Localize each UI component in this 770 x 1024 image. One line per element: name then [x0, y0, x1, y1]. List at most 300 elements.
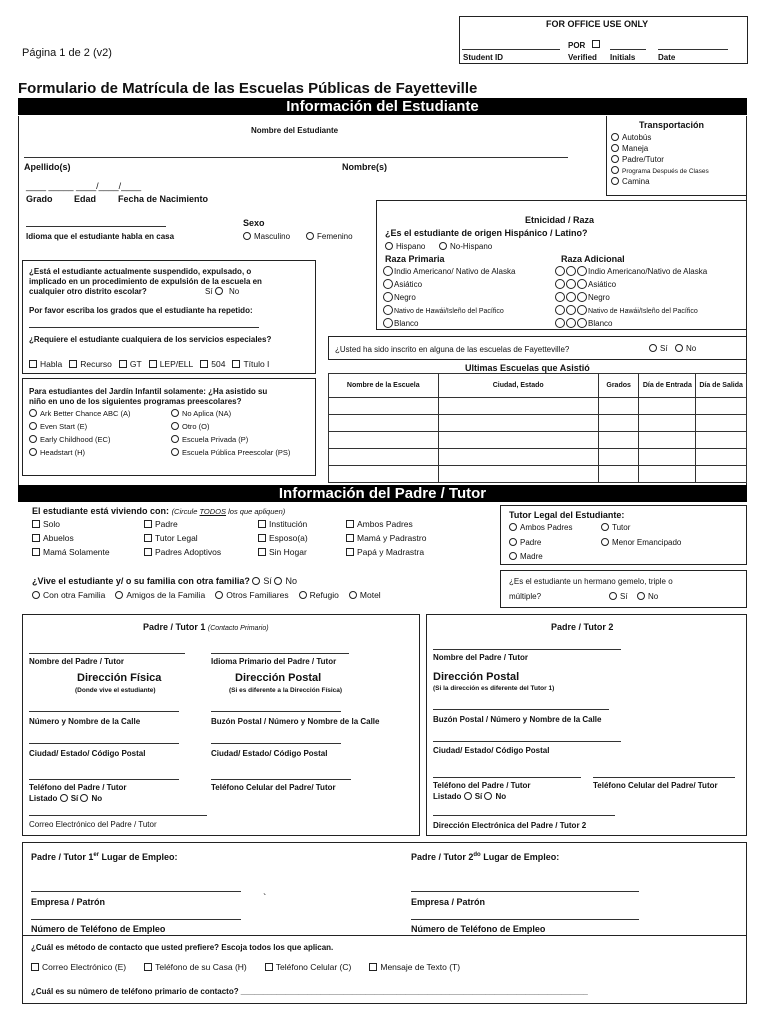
prek-escuela-privada-p[interactable]: [171, 435, 290, 448]
schools-cell[interactable]: [598, 466, 639, 483]
legal-emancipated-label: Menor Emancipado: [612, 538, 682, 547]
other-family-question: [32, 576, 297, 586]
schools-cell[interactable]: [639, 449, 696, 466]
prek-early-childhood-ec-radio[interactable]: [29, 435, 37, 443]
race-primary-asiatico-radio[interactable]: [383, 279, 393, 289]
employer1-label-sup: er: [93, 852, 100, 858]
schools-cell[interactable]: [639, 398, 696, 415]
prek-early-childhood-ec[interactable]: [29, 435, 130, 448]
office-use-box: [459, 16, 748, 64]
living-padre[interactable]: [144, 519, 178, 529]
parent1-street-field[interactable]: [29, 711, 179, 712]
transport-autobus-radio[interactable]: [611, 133, 619, 141]
prek-even-start-e-label: Even Start (E): [40, 422, 88, 431]
service-recurso[interactable]: [69, 359, 112, 369]
female-label: Femenino: [317, 232, 353, 241]
race-additional-blanco-radio-1[interactable]: [555, 318, 565, 328]
transport-programa-despues-de-clases-radio[interactable]: [611, 166, 619, 174]
living-solo[interactable]: [32, 519, 60, 529]
race-additional-asiatico-radio-1[interactable]: [555, 279, 565, 289]
race-additional-blanco-radio-2[interactable]: [566, 318, 576, 328]
enrolled-no-label: No: [686, 344, 697, 353]
service-titulo-i-label: Título I: [243, 359, 270, 369]
twin-yes-radio[interactable]: [609, 592, 617, 600]
race-additional-indio-americano-nativo-de-alaska-radio-3[interactable]: [577, 266, 587, 276]
enrolled-yes[interactable]: [649, 344, 668, 353]
race-additional-nativo-de-hawai-isleno-del-pacifico-radio-3[interactable]: [577, 305, 587, 315]
legal-guardian-title: Tutor Legal del Estudiante:: [509, 510, 625, 520]
employer2-label-pre: Padre / Tutor 2: [411, 852, 474, 862]
service-titulo-i-checkbox[interactable]: [232, 360, 240, 368]
suspension-q2: implicado en un procedimiento de expulsión de la escuela en: [29, 277, 262, 286]
transport-autobus-label: Autobús: [622, 133, 652, 142]
parent1-listed-label: Listado: [29, 794, 58, 803]
enrolled-no[interactable]: [675, 344, 696, 353]
prek-otro-o-label: Otro (O): [182, 422, 210, 431]
employer2-phone-label: Número de Teléfono de Empleo: [411, 924, 546, 934]
schools-cell[interactable]: [438, 398, 598, 415]
twin-yes[interactable]: [609, 592, 628, 601]
service-titulo-i[interactable]: [232, 359, 269, 369]
contact-telefono-celular-c-label: Teléfono Celular (C): [275, 962, 352, 972]
other-family-no-label: No: [285, 576, 297, 586]
living-papa-y-madrastra[interactable]: [346, 547, 424, 557]
twin-no-radio[interactable]: [637, 592, 645, 600]
race-primary-negro-radio[interactable]: [383, 292, 393, 302]
parent1-email-label: Correo Electrónico del Padre / Tutor: [29, 820, 157, 829]
transport-programa-despues-de-clases[interactable]: [611, 166, 709, 177]
service-habla-label: Habla: [40, 359, 63, 369]
employer2-label: [411, 852, 559, 862]
other-family-motel-radio[interactable]: [349, 591, 357, 599]
parent1-listed: [29, 794, 102, 803]
contact-correo-electronico-e-label: Correo Electrónico (E): [42, 962, 127, 972]
race-additional-negro-label: Negro: [588, 293, 610, 302]
parent1-city2-label: Ciudad/ Estado/ Código Postal: [211, 749, 328, 758]
prek-otro-o-radio[interactable]: [171, 422, 179, 430]
race-primary-blanco-radio[interactable]: [383, 318, 393, 328]
hispanic-radio[interactable]: [385, 242, 393, 250]
postal-address-title: Dirección Postal: [235, 672, 322, 684]
other-family-motel[interactable]: [349, 591, 381, 601]
other-family-otros-familiares-radio[interactable]: [215, 591, 223, 599]
transport-maneja-label: Maneja: [622, 144, 649, 153]
other-family-con-otra-familia-radio[interactable]: [32, 591, 40, 599]
contact-telefono-celular-c-checkbox[interactable]: [265, 963, 273, 971]
schools-cell[interactable]: [329, 398, 439, 415]
living-papa-y-madrastra-checkbox[interactable]: [346, 548, 354, 556]
other-family-con-otra-familia-label: Con otra Familia: [43, 590, 106, 600]
parent2-box: [426, 614, 747, 836]
parent1-name-field[interactable]: [29, 653, 185, 654]
employer1-company-field[interactable]: [31, 891, 241, 892]
race-primary-indio-americano-nativo-de-alaska-label: Indio Americano/ Nativo de Alaska: [394, 267, 516, 276]
enrolled-yes-radio[interactable]: [649, 344, 657, 352]
repeated-grades-label: Por favor escriba los grados que el estudiante ha repetido:: [29, 306, 253, 315]
legal-tutor[interactable]: [601, 523, 630, 532]
twin-q2: [509, 592, 541, 601]
entry-date-header: Día de Entrada: [639, 374, 696, 398]
race-additional-negro[interactable]: [555, 292, 747, 305]
grade-label: Grado: [26, 194, 53, 204]
living-mama-solamente[interactable]: [32, 547, 110, 557]
non-hispanic-option[interactable]: [439, 242, 492, 251]
living-sin-hogar-label: Sin Hogar: [269, 547, 307, 557]
parent1-email-field[interactable]: [29, 815, 207, 816]
living-mama-y-padrastro-checkbox[interactable]: [346, 534, 354, 542]
other-family-no-radio[interactable]: [274, 577, 282, 585]
language-field[interactable]: [26, 226, 166, 227]
parent2-listed: [433, 792, 506, 801]
parent2-title: Padre / Tutor 2: [551, 622, 614, 632]
race-primary-indio-americano-nativo-de-alaska-radio[interactable]: [383, 266, 393, 276]
hispanic-question: ¿Es el estudiante de origen Hispánico / Latino?: [385, 228, 588, 238]
male-radio[interactable]: [243, 232, 251, 240]
prek-left-options: [29, 409, 130, 461]
parent2-city-label: Ciudad/ Estado/ Código Postal: [433, 746, 550, 755]
contact-mensaje-de-texto-t-checkbox[interactable]: [369, 963, 377, 971]
other-family-refugio[interactable]: [299, 591, 339, 601]
living-institucion-label: Institución: [269, 519, 308, 529]
parent1-phone-field[interactable]: [29, 779, 179, 780]
transport-options: [611, 133, 709, 188]
repeated-grades-field[interactable]: [29, 327, 259, 328]
parent2-postal-note: (Si la dirección es diferente del Tutor 1): [433, 685, 555, 692]
parent2-phone-field[interactable]: [433, 777, 581, 778]
living-mama-y-padrastro[interactable]: [346, 533, 426, 543]
parent2-pobox-field[interactable]: [433, 709, 609, 710]
schools-cell[interactable]: [329, 466, 439, 483]
legal-tutor-radio[interactable]: [601, 523, 609, 531]
parent2-cell-field[interactable]: [593, 777, 735, 778]
transport-camina-radio[interactable]: [611, 177, 619, 185]
service-lep-ell-checkbox[interactable]: [149, 360, 157, 368]
other-family-motel-label: Motel: [359, 590, 381, 600]
prek-q2: niño en uno de los siguientes programas preescolares?: [29, 397, 242, 406]
living-sin-hogar[interactable]: [258, 547, 307, 557]
por-checkbox[interactable]: [592, 40, 600, 48]
parent2-listed-no-radio[interactable]: [484, 792, 492, 800]
other-family-refugio-radio[interactable]: [299, 591, 307, 599]
living-sin-hogar-checkbox[interactable]: [258, 548, 266, 556]
contact-telefono-de-su-casa-h-label: Teléfono de su Casa (H): [155, 962, 247, 972]
services-question: ¿Requiere el estudiante cualquiera de los servicios especiales?: [29, 335, 272, 344]
legal-emancipated-radio[interactable]: [601, 538, 609, 546]
transport-maneja[interactable]: [611, 144, 709, 155]
living-solo-label: Solo: [43, 519, 61, 529]
other-family-options: [32, 591, 391, 601]
living-esposo-a-checkbox[interactable]: [258, 534, 266, 542]
living-mama-solamente-checkbox[interactable]: [32, 548, 40, 556]
prek-escuela-publica-preescolar-ps-radio[interactable]: [171, 448, 179, 456]
transport-camina-label: Camina: [622, 177, 650, 186]
female-radio[interactable]: [306, 232, 314, 240]
suspension-yes[interactable]: [205, 287, 226, 296]
service-504[interactable]: [200, 359, 225, 369]
living-abuelos[interactable]: [32, 533, 74, 543]
initials-field[interactable]: [610, 49, 646, 50]
race-additional-blanco-radio-3[interactable]: [577, 318, 587, 328]
schools-cell[interactable]: [639, 432, 696, 449]
schools-cell[interactable]: [696, 449, 747, 466]
schools-cell[interactable]: [438, 432, 598, 449]
legal-mother-label: Madre: [520, 552, 543, 561]
contact-telefono-de-su-casa-h-checkbox[interactable]: [144, 963, 152, 971]
schools-cell[interactable]: [438, 449, 598, 466]
race-additional-nativo-de-hawai-isleno-del-pacifico-radio-1[interactable]: [555, 305, 565, 315]
race-primary-indio-americano-nativo-de-alaska[interactable]: [383, 266, 553, 279]
contact-box: [22, 936, 747, 1004]
other-family-con-otra-familia[interactable]: [32, 591, 105, 601]
enrolled-no-radio[interactable]: [675, 344, 683, 352]
parent1-cell-field[interactable]: [211, 779, 351, 780]
schools-cell[interactable]: [329, 415, 439, 432]
parent1-listed-yes-radio[interactable]: [60, 794, 68, 802]
ethnicity-title: Etnicidad / Raza: [525, 215, 595, 225]
service-504-checkbox[interactable]: [200, 360, 208, 368]
prek-headstart-h-label: Headstart (H): [40, 448, 86, 457]
living-institucion[interactable]: [258, 519, 307, 529]
suspension-yes-radio[interactable]: [215, 287, 223, 295]
service-recurso-checkbox[interactable]: [69, 360, 77, 368]
service-gt[interactable]: [119, 359, 142, 369]
prek-otro-o[interactable]: [171, 422, 290, 435]
schools-cell[interactable]: [696, 466, 747, 483]
legal-father-radio[interactable]: [509, 538, 517, 546]
contact-options: [31, 963, 478, 973]
parent2-email-field[interactable]: [433, 815, 615, 816]
parent1-language-label: Idioma Primario del Padre / Tutor: [211, 657, 337, 666]
other-family-amigos-de-la-familia[interactable]: [115, 591, 205, 601]
legal-father[interactable]: [509, 538, 541, 547]
enrolled-yes-label: Sí: [660, 344, 668, 353]
living-esposo-a[interactable]: [258, 533, 308, 543]
contact-correo-electronico-e-checkbox[interactable]: [31, 963, 39, 971]
non-hispanic-radio[interactable]: [439, 242, 447, 250]
employer1-company-label: Empresa / Patrón: [31, 897, 106, 907]
living-ambos-padres-checkbox[interactable]: [346, 520, 354, 528]
transport-padre-tutor-radio[interactable]: [611, 155, 619, 163]
living-padre-checkbox[interactable]: [144, 520, 152, 528]
schools-cell[interactable]: [598, 398, 639, 415]
other-family-otros-familiares[interactable]: [215, 591, 288, 601]
parent1-street-label: Número y Nombre de la Calle: [29, 717, 141, 726]
race-additional-asiatico-radio-2[interactable]: [566, 279, 576, 289]
race-primary-negro[interactable]: [383, 292, 553, 305]
transport-camina[interactable]: [611, 177, 709, 188]
parent2-listed-label: Listado: [433, 792, 462, 801]
legal-mother-radio[interactable]: [509, 552, 517, 560]
hispanic-option[interactable]: [385, 242, 425, 251]
office-use-title: FOR OFFICE USE ONLY: [546, 19, 649, 29]
transport-padre-tutor[interactable]: [611, 155, 709, 166]
prek-no-aplica-na-radio[interactable]: [171, 409, 179, 417]
race-primary-asiatico-label: Asiático: [394, 280, 423, 289]
parent1-city2-field[interactable]: [211, 743, 341, 744]
parent1-listed-yes-label: Sí: [70, 794, 79, 803]
prek-headstart-h-radio[interactable]: [29, 448, 37, 456]
schools-cell[interactable]: [696, 415, 747, 432]
living-tutor-legal[interactable]: [144, 533, 198, 543]
living-ambos-padres[interactable]: [346, 519, 413, 529]
other-family-yes-label: Sí: [263, 576, 272, 586]
service-habla[interactable]: [29, 359, 62, 369]
employer1-phone-field[interactable]: [31, 919, 241, 920]
sex-label: Sexo: [243, 218, 265, 228]
living-mama-y-padrastro-label: Mamá y Padrastro: [357, 533, 427, 543]
prek-escuela-privada-p-label: Escuela Privada (P): [182, 435, 249, 444]
prek-even-start-e-radio[interactable]: [29, 422, 37, 430]
prek-headstart-h[interactable]: [29, 448, 130, 461]
living-institucion-checkbox[interactable]: [258, 520, 266, 528]
legal-mother[interactable]: [509, 552, 543, 561]
suspension-q1: ¿Está el estudiante actualmente suspendido, expulsado, o: [29, 267, 252, 276]
transport-autobus[interactable]: [611, 133, 709, 144]
prek-ark-better-chance-abc-a-label: Ark Better Chance ABC (A): [40, 409, 131, 418]
other-family-amigos-de-la-familia-label: Amigos de la Familia: [126, 590, 206, 600]
contact-telefono-celular-c[interactable]: [265, 963, 352, 973]
parent2-listed-yes-radio[interactable]: [464, 792, 472, 800]
schools-row: [329, 466, 747, 483]
prek-ark-better-chance-abc-a-radio[interactable]: [29, 409, 37, 417]
race-additional-asiatico-radio-3[interactable]: [577, 279, 587, 289]
twin-no[interactable]: [637, 592, 658, 601]
prek-escuela-publica-preescolar-ps[interactable]: [171, 448, 290, 461]
prek-box: [22, 378, 316, 476]
race-primary-nativo-de-hawai-isleno-del-pacifico-radio[interactable]: [383, 305, 393, 315]
parent-info-banner: Información del Padre / Tutor: [18, 485, 747, 502]
living-abuelos-checkbox[interactable]: [32, 534, 40, 542]
schools-cell[interactable]: [598, 449, 639, 466]
race-additional-blanco-label: Blanco: [588, 319, 613, 328]
race-primary-nativo-de-hawai-isleno-del-pacifico[interactable]: [383, 305, 553, 318]
prek-no-aplica-na[interactable]: [171, 409, 290, 422]
service-gt-label: GT: [129, 359, 142, 369]
parent2-postal-title: Dirección Postal: [433, 671, 520, 683]
race-additional-nativo-de-hawai-isleno-del-pacifico[interactable]: [555, 305, 747, 318]
employer2-company-field[interactable]: [411, 891, 639, 892]
student-id-field[interactable]: [462, 49, 560, 50]
schools-cell[interactable]: [438, 415, 598, 432]
schools-row: [329, 415, 747, 432]
schools-cell[interactable]: [598, 432, 639, 449]
student-name-field[interactable]: [24, 157, 568, 158]
grade-age-dob-field[interactable]: ____ _____ ____/____/____: [26, 181, 142, 191]
transport-programa-despues-de-clases-label: Programa Después de Clases: [622, 168, 709, 175]
parent2-email-label: Dirección Electrónica del Padre / Tutor 2: [433, 821, 587, 830]
enrolled-box: [328, 336, 747, 360]
race-additional-asiatico[interactable]: [555, 279, 747, 292]
twin-yes-label: Sí: [620, 592, 628, 601]
date-field[interactable]: [658, 49, 728, 50]
schools-cell[interactable]: [639, 466, 696, 483]
schools-cell[interactable]: [438, 466, 598, 483]
sex-male-option[interactable]: [243, 232, 290, 241]
living-tutor-legal-checkbox[interactable]: [144, 534, 152, 542]
race-primary-blanco[interactable]: [383, 318, 553, 331]
parent1-box: [22, 614, 420, 836]
legal-father-label: Padre: [520, 538, 542, 547]
transport-maneja-radio[interactable]: [611, 144, 619, 152]
race-additional-asiatico-label: Asiático: [588, 280, 617, 289]
other-family-yes-radio[interactable]: [252, 577, 260, 585]
suspension-no[interactable]: [229, 287, 239, 296]
service-lep-ell[interactable]: [149, 359, 194, 369]
prek-even-start-e[interactable]: [29, 422, 130, 435]
parent2-phone-label: Teléfono del Padre / Tutor: [433, 781, 531, 790]
other-family-amigos-de-la-familia-radio[interactable]: [115, 591, 123, 599]
living-with-text: El estudiante está viviendo con:: [32, 506, 170, 516]
service-habla-checkbox[interactable]: [29, 360, 37, 368]
race-additional-blanco[interactable]: [555, 318, 747, 331]
living-tutor-legal-label: Tutor Legal: [155, 533, 198, 543]
parent1-listed-no-radio[interactable]: [80, 794, 88, 802]
living-ambos-padres-label: Ambos Padres: [357, 519, 413, 529]
race-additional-indio-americano-nativo-de-alaska-radio-1[interactable]: [555, 266, 565, 276]
schools-cell[interactable]: [639, 415, 696, 432]
parent2-city-field[interactable]: [433, 741, 621, 742]
race-primary-asiatico[interactable]: [383, 279, 553, 292]
schools-cell[interactable]: [598, 415, 639, 432]
legal-emancipated[interactable]: [601, 538, 681, 547]
living-padres-adoptivos[interactable]: [144, 547, 221, 557]
race-additional-negro-radio-1[interactable]: [555, 292, 565, 302]
parent1-city-label: Ciudad/ Estado/ Código Postal: [29, 749, 146, 758]
prek-ark-better-chance-abc-a[interactable]: [29, 409, 130, 422]
contact-correo-electronico-e[interactable]: [31, 963, 126, 973]
transport-box: [606, 116, 747, 196]
employment-box: [22, 842, 747, 936]
service-recurso-label: Recurso: [80, 359, 112, 369]
living-padres-adoptivos-checkbox[interactable]: [144, 548, 152, 556]
hispanic-label: Hispano: [396, 242, 426, 251]
parent1-pobox-label: Buzón Postal / Número y Nombre de la Calle: [211, 717, 380, 726]
living-with-label: [32, 506, 285, 517]
employer2-phone-field[interactable]: [411, 919, 639, 920]
race-additional-indio-americano-nativo-de-alaska[interactable]: [555, 266, 747, 279]
parent1-pobox-field[interactable]: [211, 711, 341, 712]
service-gt-checkbox[interactable]: [119, 360, 127, 368]
parent1-language-field[interactable]: [211, 653, 349, 654]
schools-cell[interactable]: [696, 398, 747, 415]
race-additional-indio-americano-nativo-de-alaska-label: Indio Americano/Nativo de Alaska: [588, 267, 708, 276]
race-additional-nativo-de-hawai-isleno-del-pacifico-radio-2[interactable]: [566, 305, 576, 315]
parent2-name-field[interactable]: [433, 649, 621, 650]
suspension-box: [22, 260, 316, 374]
school-name-header: Nombre de la Escuela: [329, 374, 439, 398]
living-solo-checkbox[interactable]: [32, 520, 40, 528]
living-padres-adoptivos-label: Padres Adoptivos: [155, 547, 222, 557]
sex-female-option[interactable]: [306, 232, 353, 241]
contact-telefono-de-su-casa-h[interactable]: [144, 963, 247, 973]
schools-cell[interactable]: [329, 449, 439, 466]
employer1-phone-label: Número de Teléfono de Empleo: [31, 924, 166, 934]
race-additional-negro-radio-3[interactable]: [577, 292, 587, 302]
contact-mensaje-de-texto-t[interactable]: [369, 963, 460, 973]
parent1-city-field[interactable]: [29, 743, 179, 744]
legal-both-parents-radio[interactable]: [509, 523, 517, 531]
schools-cell[interactable]: [329, 432, 439, 449]
legal-both-parents[interactable]: [509, 523, 572, 532]
prek-escuela-privada-p-radio[interactable]: [171, 435, 179, 443]
race-additional-negro-radio-2[interactable]: [566, 292, 576, 302]
race-primary-nativo-de-hawai-isleno-del-pacifico-label: Nativo de Hawái/Isleño del Pacífico: [394, 308, 504, 315]
twin-q1: ¿Es el estudiante un hermano gemelo, triple o: [509, 577, 673, 586]
schools-cell[interactable]: [696, 432, 747, 449]
additional-race-label: Raza Adicional: [561, 254, 625, 264]
exit-date-header: Día de Salida: [696, 374, 747, 398]
race-additional-indio-americano-nativo-de-alaska-radio-2[interactable]: [566, 266, 576, 276]
